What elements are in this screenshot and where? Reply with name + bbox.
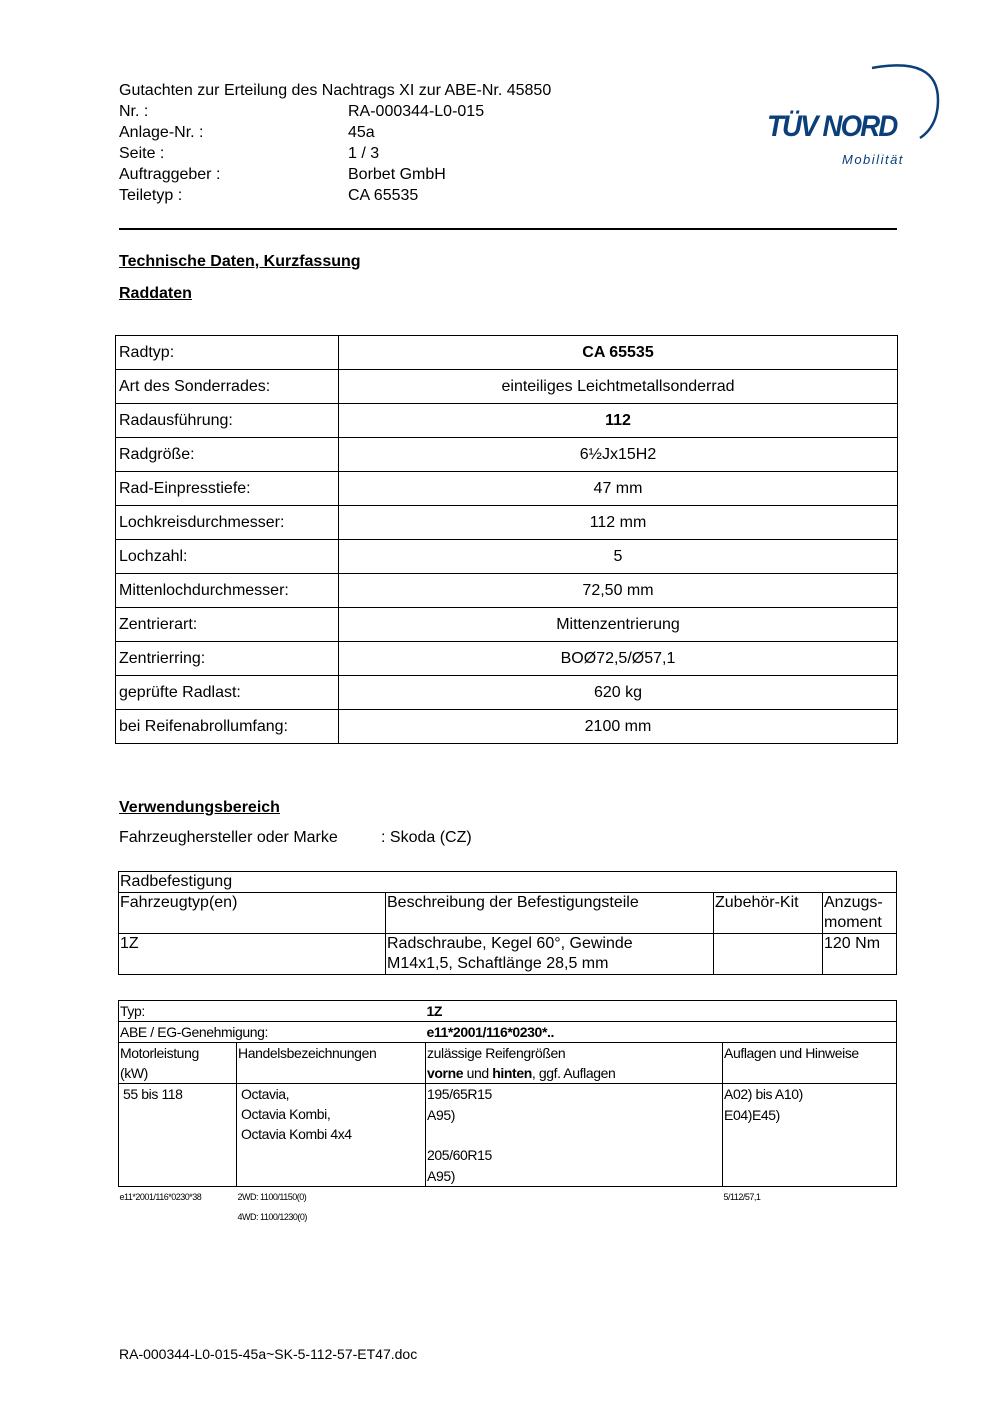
header-tyre-front: vorne — [427, 1065, 464, 1081]
footnote-axle-2wd: 2WD: 1100/1150(0) — [237, 1192, 307, 1202]
header-row-anlage — [119, 124, 375, 145]
table-row — [119, 872, 897, 893]
description-line1: Radschraube, Kegel 60°, Gewinde — [387, 935, 633, 952]
row-label: Lochzahl: — [116, 540, 339, 574]
header-kit: Zubehör-Kit — [714, 893, 823, 934]
header-label: Nr. : — [119, 103, 149, 120]
tyre-size: 205/60R15 — [427, 1147, 492, 1163]
typ-value-cell — [426, 1001, 897, 1022]
row-label: Zentrierring: — [116, 642, 339, 676]
typ-value: 1Z — [426, 1003, 443, 1019]
header-divider — [119, 228, 897, 230]
trade-names-cell — [237, 1084, 426, 1187]
header-value: 1 / 3 — [348, 145, 380, 162]
header-power — [119, 1043, 237, 1084]
row-label: Rad-Einpresstiefe: — [116, 472, 339, 506]
row-label: Art des Sonderrades: — [116, 370, 339, 404]
brand-label: Fahrzeughersteller oder Marke — [119, 829, 338, 846]
logo-word: TÜV NORD — [767, 110, 897, 143]
brand-line — [119, 829, 472, 847]
description-cell — [386, 934, 714, 975]
kit-cell — [714, 934, 823, 975]
header-power-line1: Motorleistung — [120, 1045, 199, 1061]
header-torque-line2: moment — [824, 914, 882, 931]
footnote-bolt-pattern: 5/112/57,1 — [723, 1192, 761, 1202]
footnote-axle-loads — [237, 1187, 426, 1228]
torque-cell: 120 Nm — [823, 934, 897, 975]
row-value: 2100 mm — [339, 710, 898, 744]
tyre-note: A95) — [427, 1107, 455, 1123]
typ-label: Typ: — [119, 1001, 426, 1022]
header-tyre-end: , ggf. Auflagen — [531, 1065, 616, 1081]
table-row — [119, 1043, 897, 1084]
table-row — [116, 710, 898, 744]
row-value: Mittenzentrierung — [339, 608, 898, 642]
table-row — [116, 676, 898, 710]
header-label: Seite : — [119, 145, 165, 162]
table-row — [119, 1001, 897, 1022]
table-row — [116, 404, 898, 438]
tyre-size: 195/65R15 — [427, 1086, 492, 1102]
table-row — [116, 642, 898, 676]
abe-value: e11*2001/116*0230*.. — [426, 1022, 897, 1043]
header-label: Teiletyp : — [119, 187, 183, 204]
header-tyre-line1: zulässige Reifengrößen — [427, 1045, 566, 1061]
row-label: Radtyp: — [116, 336, 339, 370]
row-label: Zentrierart: — [116, 608, 339, 642]
row-value: 112 mm — [339, 506, 898, 540]
table-row — [116, 472, 898, 506]
header-tyre-line2 — [427, 1063, 721, 1083]
raddaten-table — [115, 335, 898, 744]
row-label: geprüfte Radlast: — [116, 676, 339, 710]
row-label: bei Reifenabrollumfang: — [116, 710, 339, 744]
tuv-nord-logo — [760, 58, 940, 178]
tyre-sizes-cell — [426, 1084, 723, 1187]
header-power-line2: (kW) — [120, 1065, 148, 1081]
table-row — [116, 608, 898, 642]
row-label: Mittenlochdurchmesser: — [116, 574, 339, 608]
table-row — [116, 540, 898, 574]
header-torque-line1: Anzugs- — [824, 894, 883, 911]
table-row — [119, 934, 897, 975]
header-row-seite — [119, 145, 380, 166]
header-notes: Auflagen und Hinweise — [723, 1043, 897, 1084]
row-label: Radgröße: — [116, 438, 339, 472]
footnote-empty — [426, 1187, 723, 1228]
header-description: Beschreibung der Befestigungsteile — [386, 893, 714, 934]
header-tyre-sizes — [426, 1043, 723, 1084]
brand-value: : Skoda (CZ) — [381, 829, 472, 846]
heading-technical-data: Technische Daten, Kurzfassung — [119, 253, 361, 270]
header-label: Auftraggeber : — [119, 166, 221, 183]
header-tyre-rear: hinten — [492, 1065, 532, 1081]
header-label: Anlage-Nr. : — [119, 124, 204, 141]
row-value: 5 — [339, 540, 898, 574]
footnote-axle-4wd: 4WD: 1100/1230(0) — [237, 1212, 307, 1222]
table-row — [116, 336, 898, 370]
document-footer: RA-000344-L0-015-45a~SK-5-112-57-ET47.doc — [119, 1346, 418, 1362]
header-vehicle-type: Fahrzeugtyp(en) — [119, 893, 386, 934]
vehicle-table — [118, 1000, 897, 1227]
table-row — [119, 1187, 897, 1228]
row-label: Lochkreisdurchmesser: — [116, 506, 339, 540]
trade-name: Octavia Kombi, — [241, 1106, 331, 1122]
notes-cell — [723, 1084, 897, 1187]
table-row — [119, 1084, 897, 1187]
header-trade-names: Handelsbezeichnungen — [237, 1043, 426, 1084]
row-value: 620 kg — [339, 676, 898, 710]
note-line: E04)E45) — [724, 1107, 780, 1123]
abe-label: ABE / EG-Genehmigung: — [119, 1022, 426, 1043]
tyre-note: A95) — [427, 1168, 455, 1184]
header-torque — [823, 893, 897, 934]
table-row — [116, 506, 898, 540]
trade-name: Octavia, — [241, 1086, 290, 1102]
header-row-teiletyp — [119, 187, 419, 208]
logo-subtitle: Mobilität — [842, 152, 904, 167]
footnote-approval: e11*2001/116*0230*38 — [119, 1192, 202, 1202]
header-row-auftraggeber — [119, 166, 446, 187]
header-value: Borbet GmbH — [348, 166, 446, 183]
row-value: BOØ72,5/Ø57,1 — [339, 642, 898, 676]
header-row-nr — [119, 103, 485, 124]
trade-name: Octavia Kombi 4x4 — [241, 1126, 352, 1142]
header-value: 45a — [348, 124, 375, 141]
vehicle-type-cell: 1Z — [119, 934, 386, 975]
row-value: 6½Jx15H2 — [339, 438, 898, 472]
note-line: A02) bis A10) — [724, 1086, 803, 1102]
table-row — [116, 574, 898, 608]
header-tyre-and: und — [463, 1065, 493, 1081]
power-cell: 55 bis 118 — [119, 1084, 237, 1187]
table-row — [116, 370, 898, 404]
header-value: CA 65535 — [348, 187, 419, 204]
row-value: 72,50 mm — [339, 574, 898, 608]
document-title: Gutachten zur Erteilung des Nachtrags XI zur ABE-Nr. 45850 — [119, 82, 552, 99]
row-value: einteiliges Leichtmetallsonderrad — [339, 370, 898, 404]
description-line2: M14x1,5, Schaftlänge 28,5 mm — [387, 955, 609, 972]
fastening-title: Radbefestigung — [119, 872, 897, 893]
table-row — [119, 1022, 897, 1043]
heading-raddaten: Raddaten — [119, 285, 192, 302]
fastening-table — [118, 871, 897, 975]
header-value: RA-000344-L0-015 — [348, 103, 485, 120]
row-value: 47 mm — [339, 472, 898, 506]
row-value: CA 65535 — [339, 336, 898, 370]
row-value: 112 — [339, 404, 898, 438]
row-label: Radausführung: — [116, 404, 339, 438]
heading-usage: Verwendungsbereich — [119, 799, 280, 816]
table-row — [119, 893, 897, 934]
table-row — [116, 438, 898, 472]
